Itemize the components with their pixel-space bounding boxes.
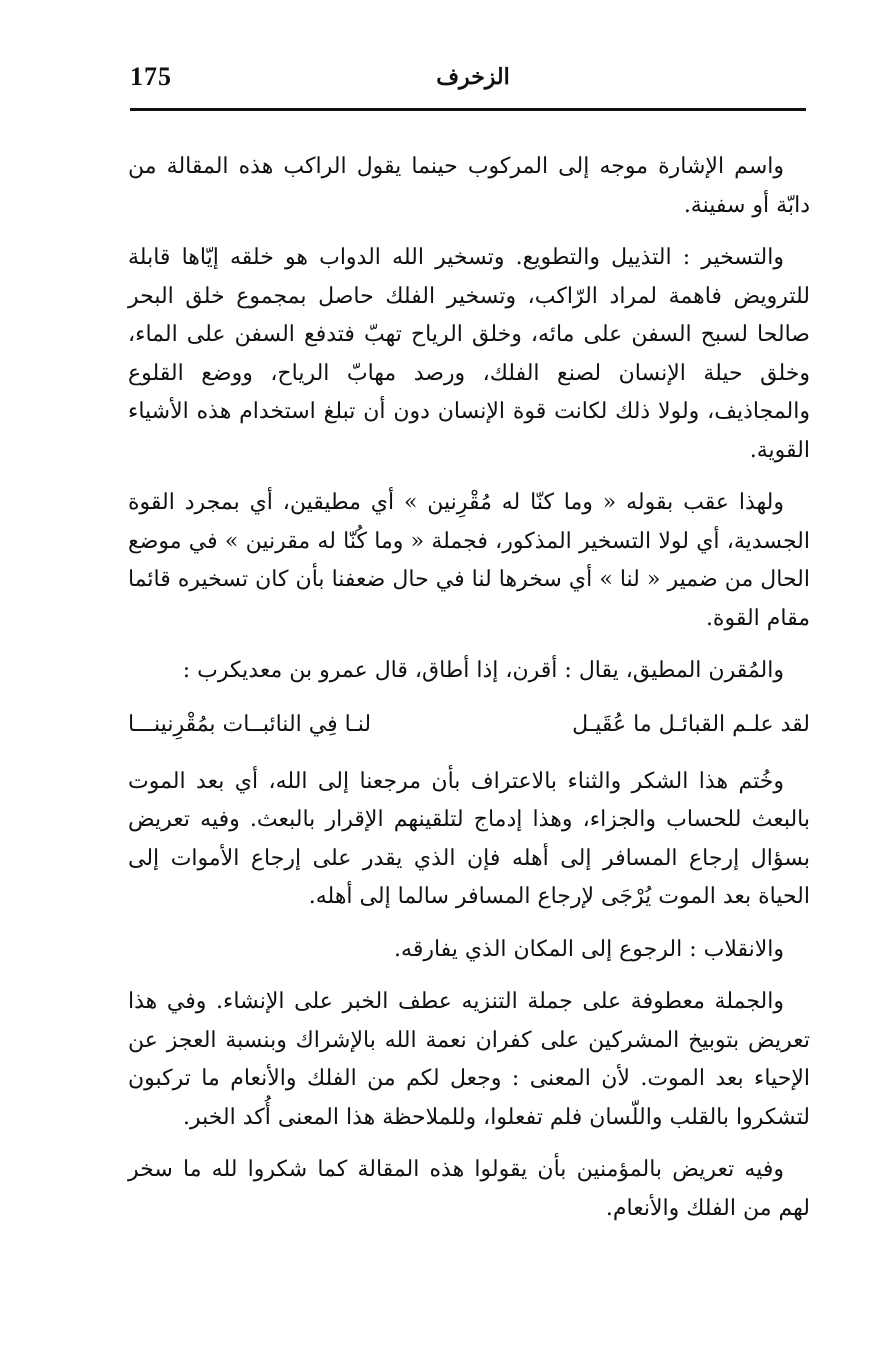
paragraph-1: واسم الإشارة موجه إلى المركوب حينما يقول الراكب هذه المقالة من دابّة أو سفينة. xyxy=(128,154,810,218)
paragraph-6: والانقلاب : الرجوع إلى المكان الذي يفارقه. xyxy=(394,936,784,962)
page-header xyxy=(128,58,808,98)
page-number: 175 xyxy=(130,62,172,91)
header-rule xyxy=(130,108,806,111)
paragraph-2: والتسخير : التذييل والتطويع. وتسخير الله الدواب هو خلقه إيّاها قابلة للترويض فاهمة لمراد الرّاكب، وتسخير الفلك حاصل بمجموع خلق البحر صالحا لسبح السفن على مائه، وخلق الرياح تهبّ فتدفع السفن على الماء، وخلق حيلة الإنسان لصنع الفلك، ورصد مهابّ الرياح، ووضع القلوع والمجاذيف، ولولا ذلك لكانت قوة الإنسان دون أن تبلغ استخدام هذه الأشياء القوية. xyxy=(128,245,810,463)
poem-verse xyxy=(128,705,810,745)
verse-first-hemistich: لقد علـم القبائـل ما عُقَيـل xyxy=(572,711,810,737)
paragraph-8: وفيه تعريض بالمؤمنين بأن يقولوا هذه المقالة كما شكروا لله ما سخر لهم من الفلك والأنعام. xyxy=(128,1157,810,1221)
paragraph-7: والجملة معطوفة على جملة التنزيه عطف الخبر على الإنشاء. وفي هذا تعريض بتوبيخ المشركين على كفران نعمة الله بالإشراك وبنسبة العجز عن الإحياء بعد الموت. لأن المعنى : وجعل لكم من الفلك والأنعام ما تركبون لتشكروا بالقلب واللّسان فلم تفعلوا، وللملاحظة هذا المعنى أُكد الخبر. xyxy=(128,989,810,1130)
paragraph-5: وخُتم هذا الشكر والثناء بالاعتراف بأن مرجعنا إلى الله، أي بعد الموت بالبعث للحساب والجزاء، وهذا إدماج لتلقينهم الإقرار بالبعث. وفيه تعريض بسؤال إرجاع المسافر إلى أهله فإن الذي يقدر على إرجاع الأموات إلى الحياة بعد الموت يُرْجَى لإرجاع المسافر سالما إلى أهله. xyxy=(128,768,810,909)
verse-second-hemistich: لنـا فِي النائبــات بمُقْرِنينـــا xyxy=(128,711,372,737)
paragraph-3: ولهذا عقب بقوله « وما كنّا له مُقْرِنين » أي مطيقين، أي بمجرد القوة الجسدية، أي لولا التسخير المذكور، فجملة « وما كُنّا له مقرنين » في موضع الحال من ضمير « لنا » أي سخرها لنا في حال ضعفنا بأن كان تسخيره قائما مقام القوة. xyxy=(128,490,810,631)
body-text xyxy=(128,148,810,1242)
paragraph-4: والمُقرن المطيق، يقال : أقرن، إذا أطاق، قال عمرو بن معديكرب : xyxy=(182,658,784,683)
running-title: الزخرف xyxy=(436,64,510,90)
